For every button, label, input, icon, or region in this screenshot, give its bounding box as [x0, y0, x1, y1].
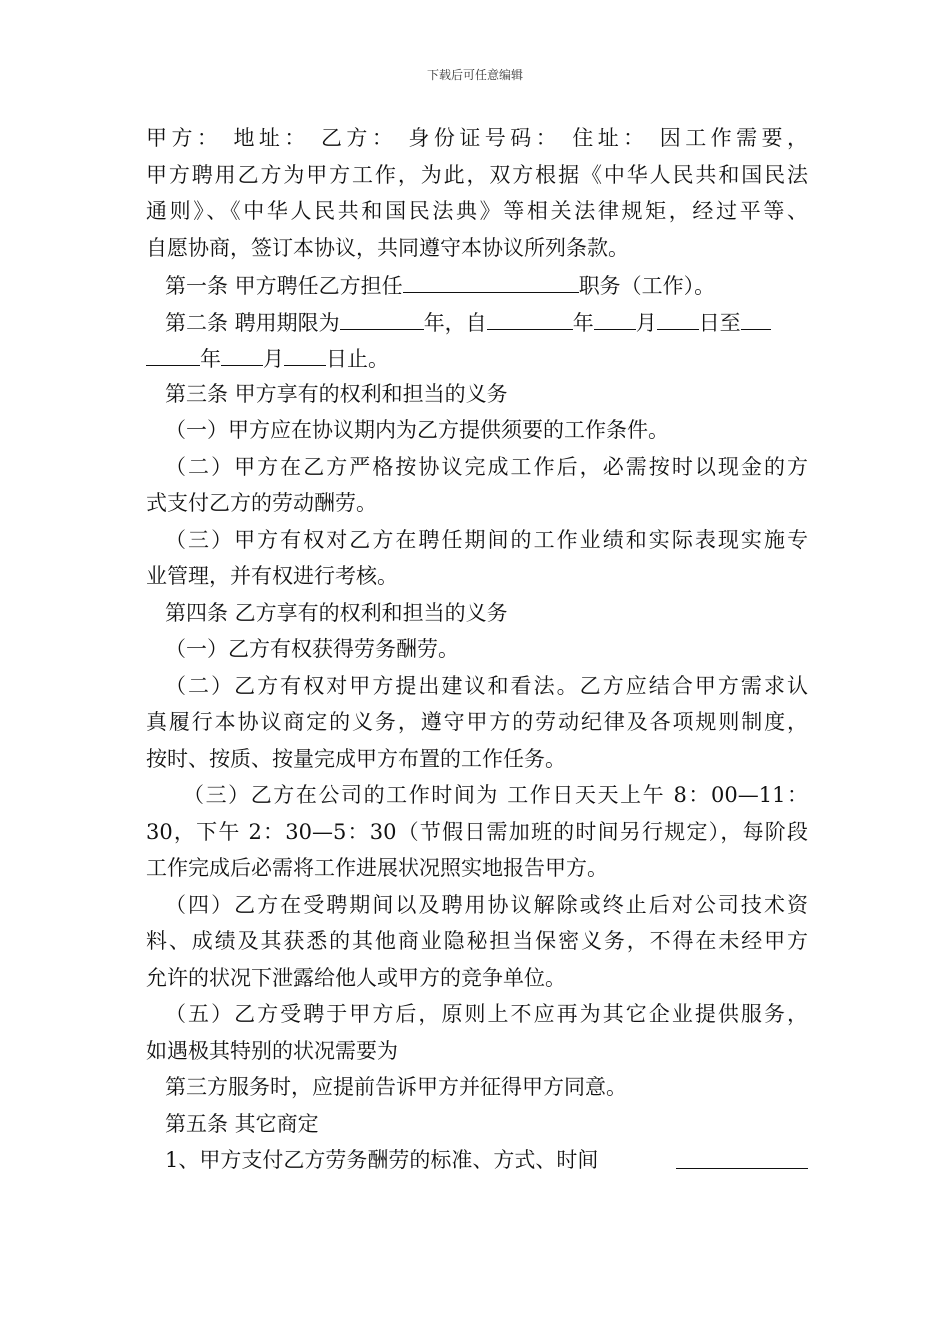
contract-body [146, 120, 808, 1179]
article-4-item-5c: 第三方服务时，应提前告诉甲方并征得甲方同意。 [165, 1075, 627, 1099]
article-4-title: 第四条 乙方享有的权利和担当的义务 [165, 600, 508, 625]
article-4-item-1: （一）乙方有权获得劳务酬劳。 [165, 637, 459, 661]
article-3-item-3a: （三）甲方有权对乙方在聘任期间的工作业绩和实际表现实施专 [165, 527, 808, 552]
start-day-blank [657, 303, 699, 330]
end-year-blank-a [741, 303, 771, 330]
article-4-item-2c: 按时、按质、按量完成甲方布置的工作任务。 [146, 746, 566, 771]
article-4-item-2a: （二）乙方有权对甲方提出建议和看法。乙方应结合甲方需求认 [165, 673, 808, 698]
start-month-blank [594, 303, 636, 330]
article-2-text: 第二条 聘用期限为 [165, 310, 340, 335]
article-5-item-1 [146, 1142, 808, 1179]
intro-line-3: 通则》、《中华人民共和国民法典》等相关法律规矩，经过平等、 [146, 199, 808, 223]
article-1-suffix: 职务（工作）。 [578, 274, 716, 298]
article-1-text: 第一条 甲方聘任乙方担任 [165, 274, 403, 298]
article-1 [146, 266, 808, 303]
term-years-blank [340, 303, 424, 330]
intro-line-2: 甲方聘用乙方为甲方工作，为此，双方根据《中华人民共和国民法 [146, 162, 808, 187]
intro-line-1: 甲方： 地址： 乙方： 身份证号码： 住址： 因工作需要， [146, 126, 808, 150]
article-2-line-1 [146, 303, 808, 340]
article-2-month-end: 月 [263, 347, 284, 371]
article-4-item-4b: 料、成绩及其获悉的其他商业隐秘担当保密义务，不得在未经甲方 [146, 929, 808, 953]
end-month-blank [221, 339, 263, 366]
article-2-line-2 [146, 339, 808, 376]
intro-line-4: 自愿协商，签订本协议，共同遵守本协议所列条款。 [146, 235, 629, 260]
article-2-year-end: 年 [200, 347, 221, 371]
article-4-item-3a: （三）乙方在公司的工作时间为 工作日天天上午 8：00—11： [183, 783, 808, 807]
article-2-year-from: 年，自 [423, 310, 487, 335]
article-3-item-2b: 式支付乙方的劳动酬劳。 [146, 491, 377, 515]
article-5-title: 第五条 其它商定 [165, 1111, 319, 1136]
page-header: 下载后可任意编辑 [426, 68, 523, 82]
article-5-item-1-text: 1、甲方支付乙方劳务酬劳的标准、方式、时间 [165, 1148, 599, 1172]
article-4-item-2b: 真履行本协议商定的义务，遵守甲方的劳动纪律及各项规则制度， [146, 710, 808, 734]
start-year-blank [487, 303, 573, 330]
article-2-day-to: 日至 [698, 310, 741, 335]
article-3-item-2a: （二）甲方在乙方严格按协议完成工作后，必需按时以现金的方 [165, 454, 808, 479]
article-2-end: 日止。 [326, 347, 389, 371]
article-4-item-5b: 如遇极其特别的状况需要为 [146, 1038, 398, 1063]
position-blank [403, 266, 579, 293]
article-4-item-5a: （五）乙方受聘于甲方后，原则上不应再为其它企业提供服务， [165, 1002, 808, 1026]
end-day-blank [284, 339, 326, 366]
article-2-year-label: 年 [572, 310, 594, 335]
article-3-item-1: （一）甲方应在协议期内为乙方提供须要的工作条件。 [165, 418, 669, 442]
end-year-blank-b [146, 339, 200, 366]
article-3-title: 第三条 甲方享有的权利和担当的义务 [165, 381, 508, 406]
article-2-month-label: 月 [635, 310, 657, 335]
article-4-item-4a: （四）乙方在受聘期间以及聘用协议解除或终止后对公司技术资 [165, 892, 808, 917]
article-3-item-3b: 业管理，并有权进行考核。 [146, 564, 398, 588]
article-4-item-4c: 允许的状况下泄露给他人或甲方的竞争单位。 [146, 965, 566, 990]
payment-terms-blank [676, 1142, 808, 1169]
article-4-item-3b: 30，下午 2：30—5：30（节假日需加班的时间另行规定），每阶段 [146, 819, 808, 844]
article-4-item-3c: 工作完成后必需将工作进展状况照实地报告甲方。 [146, 856, 608, 880]
